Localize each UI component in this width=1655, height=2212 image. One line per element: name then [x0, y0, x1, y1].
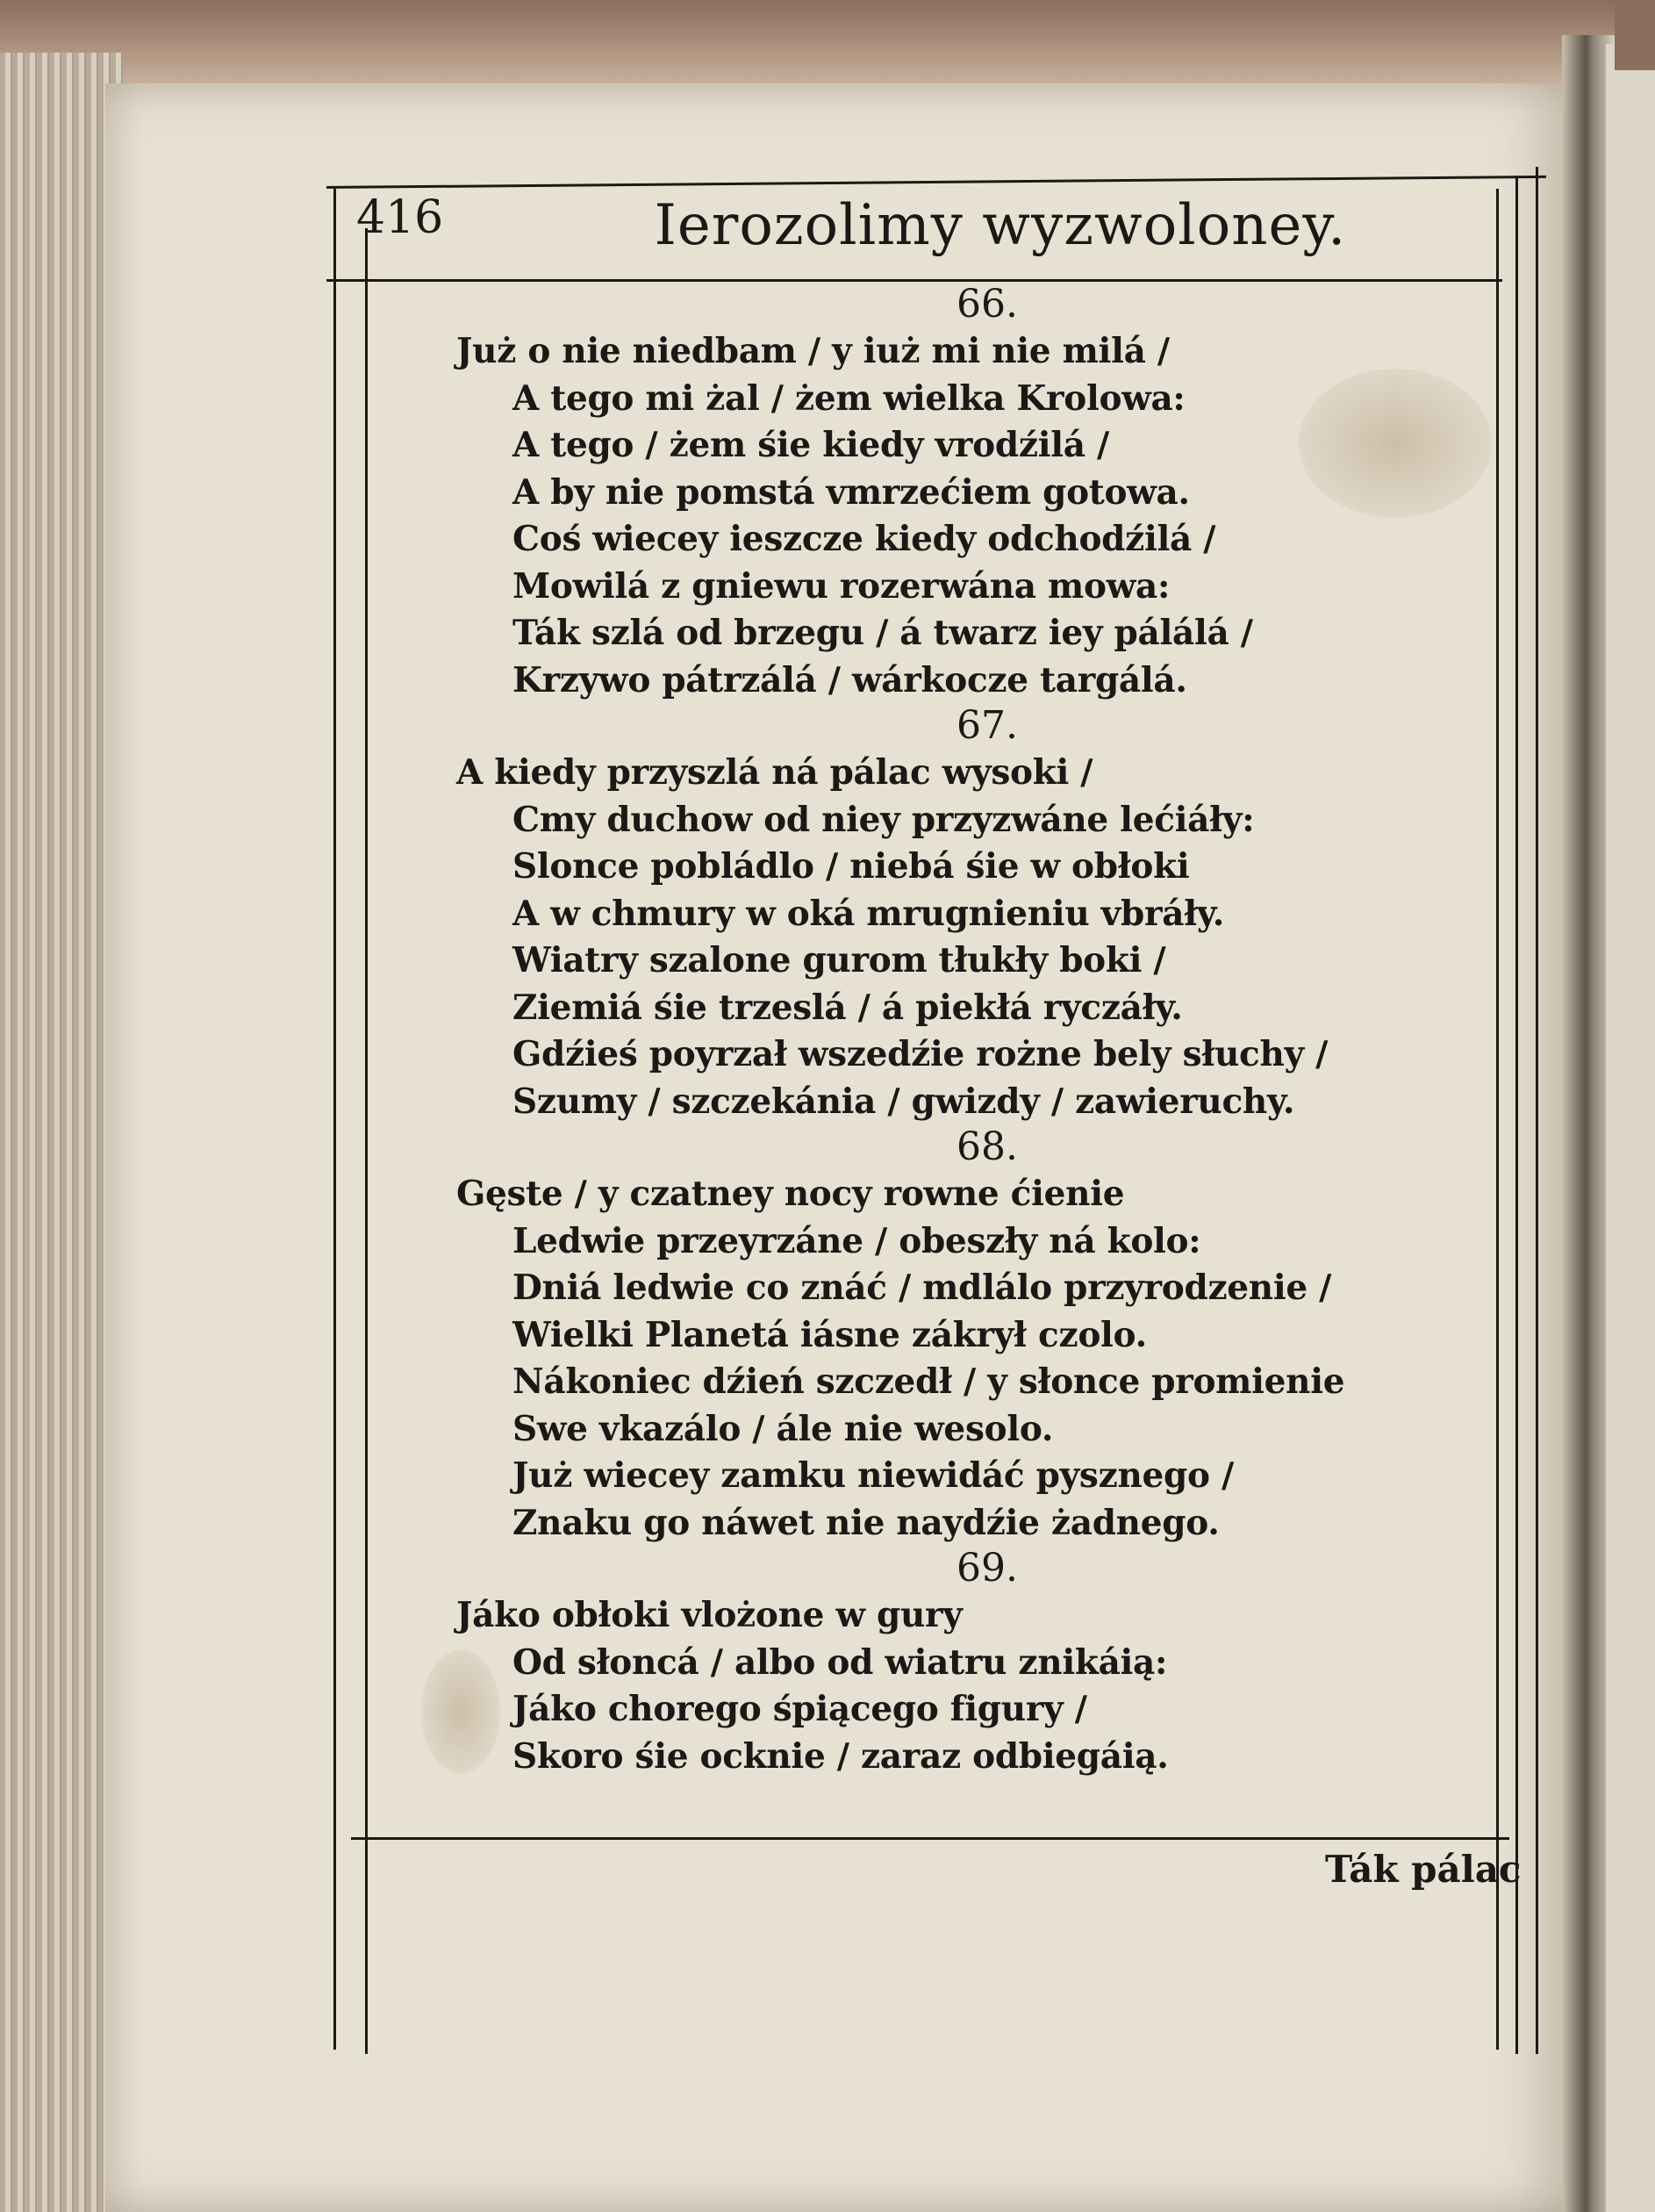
verse-line: Jáko chorego śpiącego figury /	[512, 1689, 1087, 1729]
verse-line: Skoro śie ocknie / zaraz odbiegáią.	[512, 1735, 1169, 1777]
frame-rule-right-inner	[1496, 189, 1499, 2050]
verse-line: Ták szlá od brzegu / á twarz iey pálálá /	[512, 613, 1253, 653]
frame-rule-right-middle	[1515, 176, 1518, 2054]
stanza-number: 67.	[956, 703, 1018, 748]
frame-rule-left-inner	[365, 228, 368, 2054]
running-title: Ierozolimy wyzwoloney.	[654, 193, 1347, 258]
verse-line: A w chmury w oká mrugnieniu vbráły.	[512, 893, 1225, 934]
header-rule	[326, 279, 1502, 282]
stanza	[456, 1125, 1492, 1547]
verse-line: Gęste / y czatney nocy rowne ćienie	[456, 1174, 1125, 1214]
verse-line: Gdźieś poyrzał wszedźie rożne bely słuchy /	[512, 1034, 1329, 1074]
verse-line: Już o nie niedbam / y iuż mi nie milá /	[456, 331, 1170, 371]
book-top-edge	[0, 0, 1655, 97]
frame-rule-left-outer	[333, 189, 336, 2050]
verse-line: Dniá ledwie co znáć / mdlálo przyrodzenie /	[512, 1268, 1332, 1308]
page-number: 416	[356, 191, 444, 244]
stanza-number: 69.	[956, 1546, 1018, 1591]
verse-line: Szumy / szczekánia / gwizdy / zawieruchy.	[512, 1081, 1295, 1122]
verse-line: Ziemiá śie trzeslá / á piekłá ryczáły.	[512, 987, 1183, 1028]
frame-rule-bottom	[351, 1837, 1509, 1840]
verse-line: A tego / żem śie kiedy vrodźilá /	[512, 425, 1109, 465]
verse-line: A tego mi żal / żem wielka Krolowa:	[512, 377, 1186, 419]
verse-line: Slonce pobládlo / niebá śie w obłoki	[512, 846, 1190, 887]
verse-line: Coś wiecey ieszcze kiedy odchodźilá /	[512, 519, 1216, 559]
stanza-number: 68.	[956, 1124, 1018, 1169]
stanza	[456, 704, 1492, 1125]
page-edges	[0, 53, 123, 2212]
verse-line: Już wiecey zamku niewidáć pysznego /	[512, 1455, 1234, 1496]
verse-line: Krzywo pátrzálá / wárkocze targálá.	[512, 659, 1187, 700]
verse-line: Wielki Planetá iásne zákrył czolo.	[512, 1314, 1147, 1355]
verse-line: Mowilá z gniewu rozerwána mowa:	[512, 565, 1171, 607]
verse-line: Swe vkazálo / ále nie wesolo.	[512, 1408, 1054, 1449]
facing-page	[1606, 44, 1655, 2212]
stanza	[456, 1547, 1492, 1780]
verse-line: Wiatry szalone gurom tłukły boki /	[512, 940, 1166, 980]
catchword: Ták pálac	[1325, 1848, 1522, 1891]
verse-line: Nákoniec dźień szczedł / y słonce promienie	[512, 1361, 1345, 1402]
facing-page-edge	[1615, 0, 1655, 70]
verse-line: A by nie pomstá vmrzećiem gotowa.	[512, 471, 1190, 513]
verse-line: Ledwie przeyrzáne / obeszły ná kolo:	[512, 1220, 1201, 1261]
stanza	[456, 283, 1492, 704]
verse-line: Znaku go náwet nie naydźie żadnego.	[512, 1502, 1220, 1543]
verse-line: A kiedy przyszlá ná pálac wysoki /	[456, 752, 1093, 793]
stanza-number: 66.	[956, 282, 1018, 327]
poem-text	[456, 283, 1492, 1780]
verse-line: Jáko obłoki vlożone w gury	[456, 1595, 963, 1635]
verse-line: Cmy duchow od niey przyzwáne lećiáły:	[512, 799, 1255, 840]
frame-rule-right-outer	[1536, 167, 1538, 2054]
verse-line: Od słoncá / albo od wiatru znikáią:	[512, 1641, 1168, 1683]
